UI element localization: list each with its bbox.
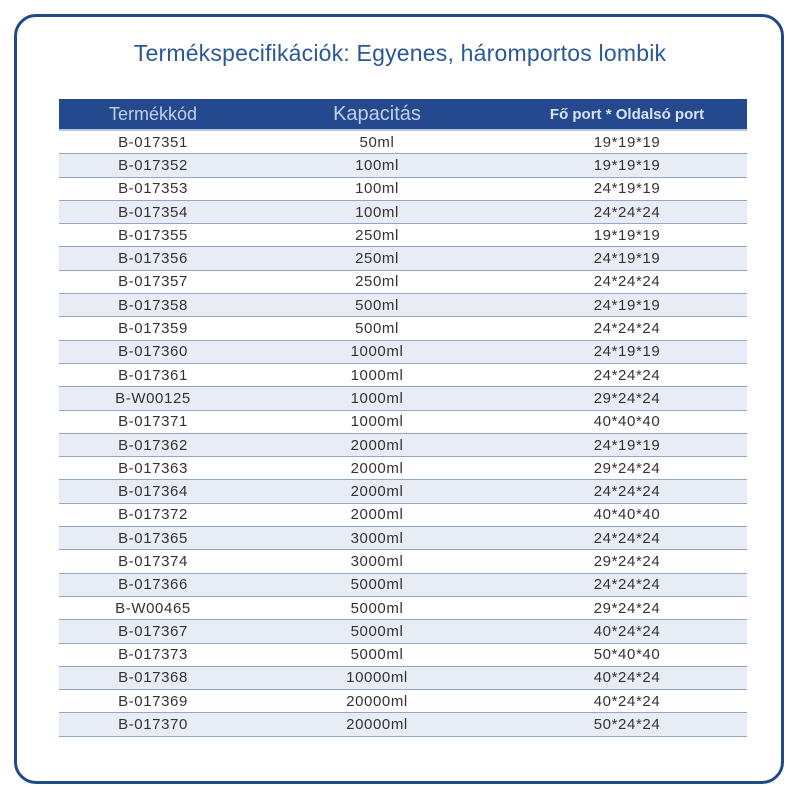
cell-product-code: B-017351 [118,133,188,151]
cell-capacity: 5000ml [350,576,404,594]
cell-product-code: B-017371 [118,413,188,431]
cell-product-code: B-017362 [118,436,188,454]
cell-ports: 29*24*24 [593,552,661,570]
cell-capacity: 250ml [355,273,399,291]
cell-product-code: B-017368 [118,669,188,687]
cell-capacity: 3000ml [350,552,404,570]
cell-product-code: B-017354 [118,203,188,221]
table-row [59,690,747,713]
cell-product-code: B-017353 [118,180,188,198]
cell-ports: 50*40*40 [593,646,661,664]
cell-ports: 29*24*24 [593,599,661,617]
cell-product-code: B-017356 [118,250,188,268]
table-row [59,224,747,247]
cell-product-code: B-017355 [118,226,188,244]
cell-product-code: B-017364 [118,483,188,501]
cell-ports: 40*24*24 [593,622,661,640]
cell-product-code: B-W00125 [115,389,191,407]
table-row [59,387,747,410]
cell-ports: 24*24*24 [593,203,661,221]
cell-ports: 40*24*24 [593,669,661,687]
cell-product-code: B-017370 [118,716,188,734]
cell-capacity: 5000ml [350,622,404,640]
table-row [59,247,747,270]
cell-product-code: B-W00465 [115,599,191,617]
cell-capacity: 1000ml [350,413,404,431]
table-row [59,154,747,177]
cell-ports: 24*24*24 [593,366,661,384]
table-header [59,99,747,131]
cell-ports: 24*19*19 [593,343,661,361]
cell-product-code: B-017373 [118,646,188,664]
cell-capacity: 20000ml [346,716,408,734]
table-row [59,411,747,434]
header-capacity: Kapacitás [333,102,421,125]
cell-capacity: 250ml [355,226,399,244]
cell-ports: 29*24*24 [593,389,661,407]
table-row [59,667,747,690]
cell-capacity: 2000ml [350,436,404,454]
cell-capacity: 10000ml [346,669,408,687]
cell-product-code: B-017360 [118,343,188,361]
page-title: Termékspecifikációk: Egyenes, háromportos lombik [133,40,667,66]
cell-capacity: 100ml [355,156,399,174]
table-row [59,574,747,597]
cell-ports: 24*19*19 [593,436,661,454]
table-row [59,480,747,503]
cell-ports: 24*24*24 [593,529,661,547]
cell-product-code: B-017372 [118,506,188,524]
table-row [59,457,747,480]
table-row [59,504,747,527]
cell-ports: 24*19*19 [593,296,661,314]
cell-capacity: 2000ml [350,483,404,501]
cell-capacity: 500ml [355,296,399,314]
cell-ports: 24*24*24 [593,273,661,291]
table-row [59,713,747,736]
cell-ports: 19*19*19 [593,156,661,174]
table-row [59,434,747,457]
cell-capacity: 1000ml [350,343,404,361]
cell-product-code: B-017366 [118,576,188,594]
cell-ports: 40*40*40 [593,413,661,431]
cell-ports: 24*19*19 [593,250,661,268]
table-row [59,341,747,364]
cell-ports: 19*19*19 [593,133,661,151]
cell-product-code: B-017361 [118,366,188,384]
cell-capacity: 2000ml [350,459,404,477]
cell-ports: 19*19*19 [593,226,661,244]
cell-capacity: 20000ml [346,692,408,710]
cell-product-code: B-017369 [118,692,188,710]
header-product-code: Termékkód [108,103,198,124]
cell-ports: 29*24*24 [593,459,661,477]
table-row [59,178,747,201]
cell-capacity: 3000ml [350,529,404,547]
cell-product-code: B-017363 [118,459,188,477]
cell-capacity: 1000ml [350,366,404,384]
table-row [59,294,747,317]
table-row [59,271,747,294]
cell-capacity: 250ml [355,250,399,268]
table-body [59,131,747,737]
table-row [59,131,747,154]
cell-capacity: 500ml [355,320,399,338]
cell-product-code: B-017352 [118,156,188,174]
cell-ports: 24*19*19 [593,180,661,198]
table-row [59,597,747,620]
header-ports: Fő port * Oldalsó port [549,105,705,123]
cell-capacity: 2000ml [350,506,404,524]
cell-product-code: B-017359 [118,320,188,338]
table-row [59,364,747,387]
cell-capacity: 5000ml [350,646,404,664]
cell-product-code: B-017365 [118,529,188,547]
spec-table [59,99,747,737]
cell-capacity: 100ml [355,180,399,198]
cell-product-code: B-017357 [118,273,188,291]
cell-product-code: B-017367 [118,622,188,640]
cell-ports: 50*24*24 [593,716,661,734]
cell-product-code: B-017358 [118,296,188,314]
cell-capacity: 50ml [359,133,395,151]
cell-product-code: B-017374 [118,552,188,570]
cell-ports: 24*24*24 [593,483,661,501]
cell-ports: 40*40*40 [593,506,661,524]
cell-capacity: 5000ml [350,599,404,617]
cell-ports: 24*24*24 [593,576,661,594]
table-row [59,620,747,643]
cell-capacity: 100ml [355,203,399,221]
table-row [59,550,747,573]
cell-ports: 24*24*24 [593,320,661,338]
table-row [59,201,747,224]
table-row [59,317,747,340]
table-row [59,527,747,550]
cell-capacity: 1000ml [350,389,404,407]
cell-ports: 40*24*24 [593,692,661,710]
table-row [59,644,747,667]
